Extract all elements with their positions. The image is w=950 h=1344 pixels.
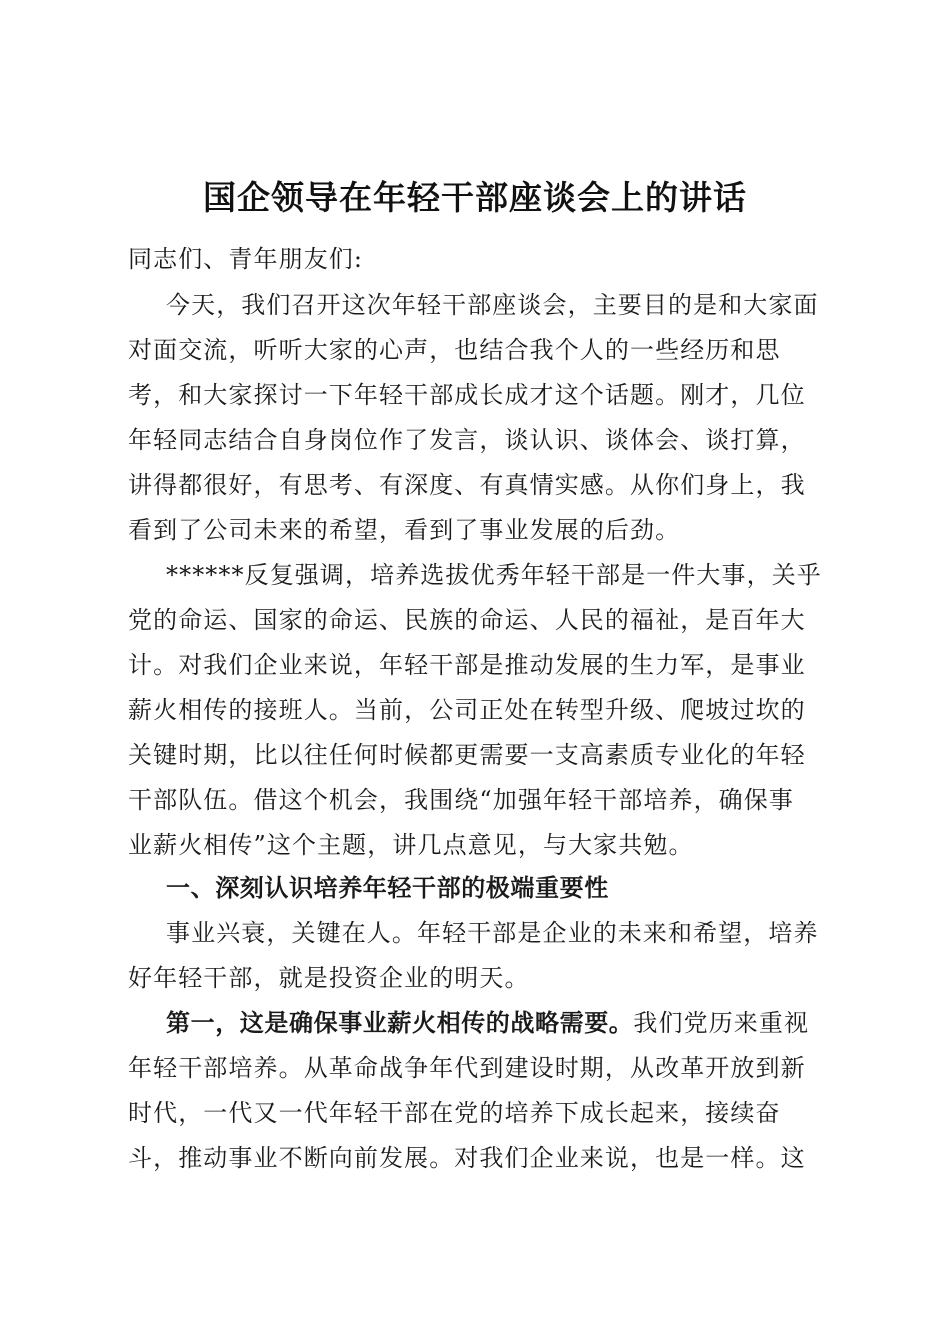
paragraph-line: 年轻同志结合自身岗位作了发言，谈认识、谈体会、谈打算， <box>128 426 806 454</box>
section-heading: 一、深刻认识培养年轻干部的极端重要性 <box>166 874 609 902</box>
paragraph-line: 薪火相传的接班人。当前，公司正处在转型升级、爬坡过坎的 <box>128 696 806 724</box>
paragraph-line: 看到了公司未来的希望，看到了事业发展的后劲。 <box>128 516 681 544</box>
salutation: 同志们、青年朋友们: <box>128 245 364 273</box>
paragraph-line: 对面交流，听听大家的心声，也结合我个人的一些经历和思 <box>128 336 781 364</box>
paragraph-line: 好年轻干部，就是投资企业的明天。 <box>128 964 530 992</box>
paragraph-line: 事业兴衰，关键在人。年轻干部是企业的未来和希望，培养 <box>166 919 819 947</box>
paragraph-line: 关键时期，比以往任何时候都更需要一支高素质专业化的年轻 <box>128 741 806 769</box>
paragraph-line: 计。对我们企业来说，年轻干部是推动发展的生力军，是事业 <box>128 651 806 679</box>
paragraph-line: 干部队伍。借这个机会，我围绕“加强年轻干部培养，确保事 <box>128 786 794 814</box>
paragraph-line: 时代，一代又一代年轻干部在党的培养下成长起来，接续奋 <box>128 1099 781 1127</box>
document-title: 国企领导在年轻干部座谈会上的讲话 <box>203 178 747 217</box>
paragraph-line: 今天，我们召开这次年轻干部座谈会，主要目的是和大家面 <box>166 291 819 319</box>
paragraph-lead: 第一，这是确保事业薪火相传的战略需要。 <box>166 1009 634 1037</box>
paragraph-line: 考，和大家探讨一下年轻干部成长成才这个话题。刚才，几位 <box>128 381 806 409</box>
paragraph-line: 党的命运、国家的命运、民族的命运、人民的福祉，是百年大 <box>128 606 806 634</box>
paragraph-line: 讲得都很好，有思考、有深度、有真情实感。从你们身上，我 <box>128 471 806 499</box>
paragraph-line: 斗，推动事业不断向前发展。对我们企业来说，也是一样。这 <box>128 1144 806 1172</box>
paragraph-line: 年轻干部培养。从革命战争年代到建设时期，从改革开放到新 <box>128 1054 806 1082</box>
paragraph-line: ******反复强调，培养选拔优秀年轻干部是一件大事，关乎 <box>166 561 822 589</box>
paragraph-line-with-lead <box>166 1008 828 1038</box>
paragraph-text: 我们党历来重视 <box>633 1009 810 1037</box>
paragraph-line: 业薪火相传”这个主题，讲几点意见，与大家共勉。 <box>128 831 694 859</box>
